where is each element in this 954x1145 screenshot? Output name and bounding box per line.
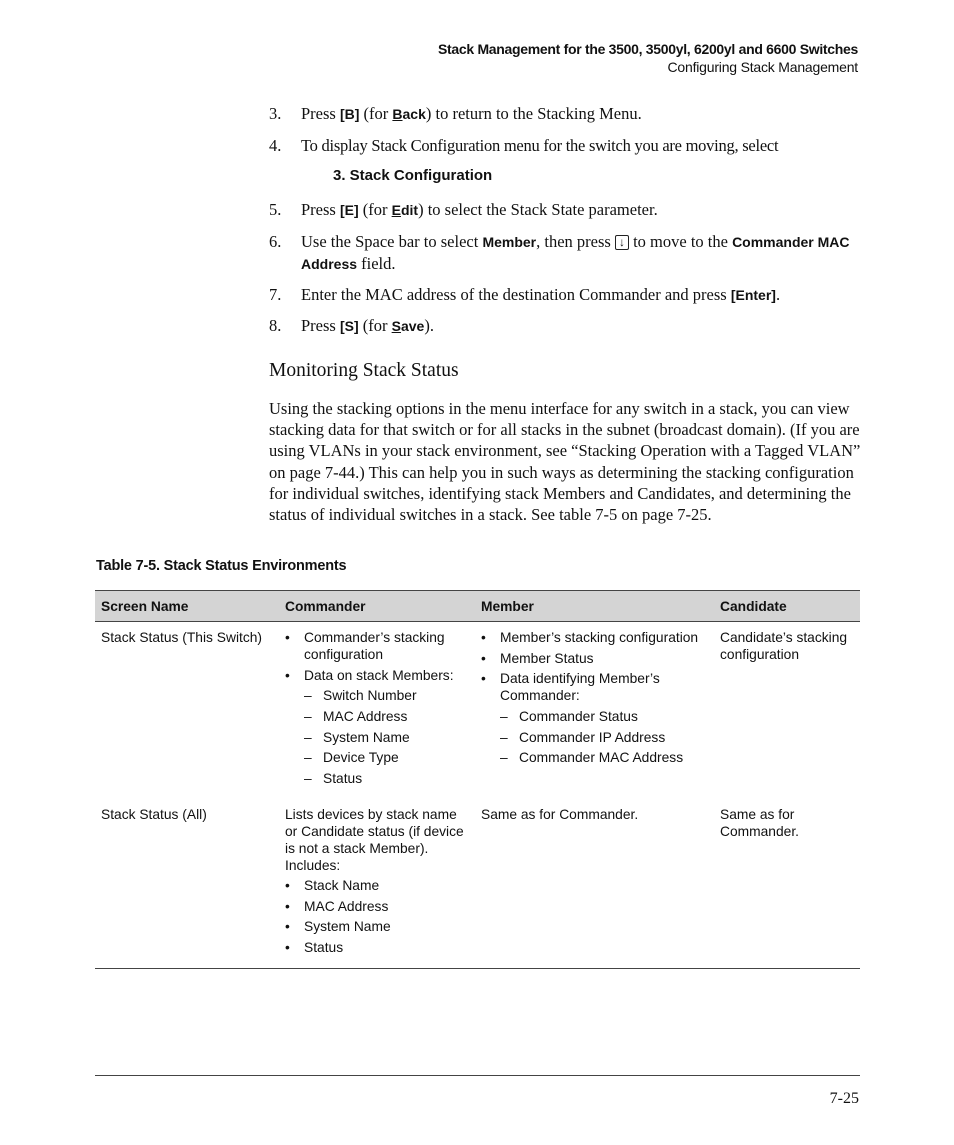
member-cell: Same as for Commander. bbox=[475, 799, 714, 968]
stack-status-table bbox=[95, 590, 860, 969]
text-run: ) to select the Stack State parameter. bbox=[418, 200, 658, 219]
step-4 bbox=[269, 135, 861, 156]
footer-rule bbox=[95, 1075, 860, 1076]
text-run: Press bbox=[301, 104, 340, 123]
step-8 bbox=[269, 315, 861, 337]
list-item: • Status bbox=[285, 939, 470, 956]
commander-cell bbox=[279, 799, 475, 968]
command-rest: ave bbox=[400, 318, 425, 334]
commander-mac-label: Commander MAC Address bbox=[301, 234, 850, 272]
running-header-title: Stack Management for the 3500, 3500yl, 6200yl and 6600 Switches bbox=[438, 41, 858, 57]
screen-name-cell: Stack Status (This Switch) bbox=[101, 630, 263, 645]
step-number: 5. bbox=[269, 200, 282, 219]
list-item: • Data on stack Members: bbox=[285, 667, 470, 684]
key-enter: [Enter] bbox=[730, 287, 776, 303]
list-item: • Stack Name bbox=[285, 877, 470, 894]
candidate-cell: Candidate’s stacking configuration bbox=[720, 630, 848, 662]
text-run: ). bbox=[424, 316, 434, 335]
sub-list-item: – Status bbox=[285, 770, 470, 787]
list-item: • Commander’s stacking configuration bbox=[285, 629, 470, 663]
column-header: Screen Name bbox=[95, 591, 279, 622]
sub-list-item: – Switch Number bbox=[285, 687, 470, 704]
step-number: 4. bbox=[269, 136, 282, 155]
down-arrow-key-icon: ↓ bbox=[615, 235, 629, 250]
text-run: Enter the MAC address of the destination Commander and press bbox=[301, 285, 731, 304]
step-text: To display Stack Configuration menu for the switch you are moving, select bbox=[301, 136, 779, 155]
member-cell bbox=[475, 622, 714, 799]
page-number: 7-25 bbox=[829, 1090, 859, 1107]
step-5 bbox=[269, 199, 861, 221]
sub-list-item: – System Name bbox=[285, 729, 470, 746]
column-header: Member bbox=[475, 591, 714, 622]
member-label: Member bbox=[482, 234, 537, 250]
step-number: 7. bbox=[269, 285, 282, 304]
step-number: 6. bbox=[269, 232, 282, 251]
hotkey-letter: E bbox=[391, 202, 401, 218]
step-number: 3. bbox=[269, 104, 282, 123]
hotkey-letter: B bbox=[392, 106, 403, 122]
step-6 bbox=[269, 231, 861, 275]
key-s: [S] bbox=[339, 318, 359, 334]
text-run: , then press bbox=[536, 232, 615, 251]
text-run: . bbox=[775, 285, 781, 304]
command-rest: ack bbox=[402, 106, 426, 122]
step-7 bbox=[269, 284, 861, 306]
candidate-cell: Same as for Commander. bbox=[714, 799, 860, 968]
running-header-subtitle: Configuring Stack Management bbox=[667, 59, 858, 75]
step-text bbox=[301, 284, 861, 306]
text-run: ) to return to the Stacking Menu. bbox=[425, 104, 642, 123]
sub-list-item: – Commander MAC Address bbox=[481, 749, 709, 766]
list-item: • Member Status bbox=[481, 650, 709, 667]
text-run: to move to the bbox=[628, 232, 733, 251]
section-heading: Monitoring Stack Status bbox=[269, 360, 459, 381]
text-run: field. bbox=[357, 254, 396, 273]
list-item: • Data identifying Member’s Commander: bbox=[481, 670, 709, 704]
command-rest: dit bbox=[400, 202, 419, 218]
text-run: Press bbox=[301, 200, 340, 219]
step-text bbox=[301, 199, 861, 221]
text-run: (for bbox=[358, 316, 392, 335]
step-3 bbox=[269, 103, 861, 125]
list-item: • Member’s stacking configuration bbox=[481, 629, 709, 646]
key-b: [B] bbox=[339, 106, 360, 122]
section-paragraph: Using the stacking options in the menu interface for any switch in a stack, you can view stacking data for that switch or for all stacks in the subnet (broadcast domain). (If you are using VLANs in your stack environment, see “Stacking Operation with a Tagged VLAN” on page 7-44.) This can help you in such ways as determining the stacking configuration for individual switches, identifying stack Members and Candidates, and determining the status of individual switches in a stack. See table 7-5 on page 7-25. bbox=[269, 399, 861, 525]
column-header: Commander bbox=[279, 591, 475, 622]
column-header: Candidate bbox=[714, 591, 860, 622]
screen-name-cell: Stack Status (All) bbox=[95, 799, 279, 968]
list-item: • System Name bbox=[285, 918, 470, 935]
sub-list-item: – Commander Status bbox=[481, 708, 709, 725]
step-number: 8. bbox=[269, 316, 282, 335]
text-run: (for bbox=[358, 200, 392, 219]
step-text bbox=[301, 103, 861, 125]
table-header-row bbox=[95, 591, 860, 622]
menu-selection: 3. Stack Configuration bbox=[333, 167, 493, 184]
sub-list-item: – Device Type bbox=[285, 749, 470, 766]
commander-intro: Lists devices by stack name or Candidate status (if device is not a stack Member). Includes: bbox=[285, 806, 464, 873]
sub-list-item: – MAC Address bbox=[285, 708, 470, 725]
table-row bbox=[95, 622, 860, 799]
hotkey-letter: S bbox=[391, 318, 401, 334]
text-run: Use the Space bar to select bbox=[301, 232, 483, 251]
sub-list-item: – Commander IP Address bbox=[481, 729, 709, 746]
key-e: [E] bbox=[339, 202, 359, 218]
text-run: Press bbox=[301, 316, 340, 335]
table-row bbox=[95, 799, 860, 968]
commander-cell bbox=[279, 622, 475, 799]
table-caption: Table 7-5. Stack Status Environments bbox=[96, 558, 347, 574]
step-text bbox=[301, 231, 861, 275]
step-text bbox=[301, 315, 861, 337]
text-run: (for bbox=[359, 104, 393, 123]
list-item: • MAC Address bbox=[285, 898, 470, 915]
